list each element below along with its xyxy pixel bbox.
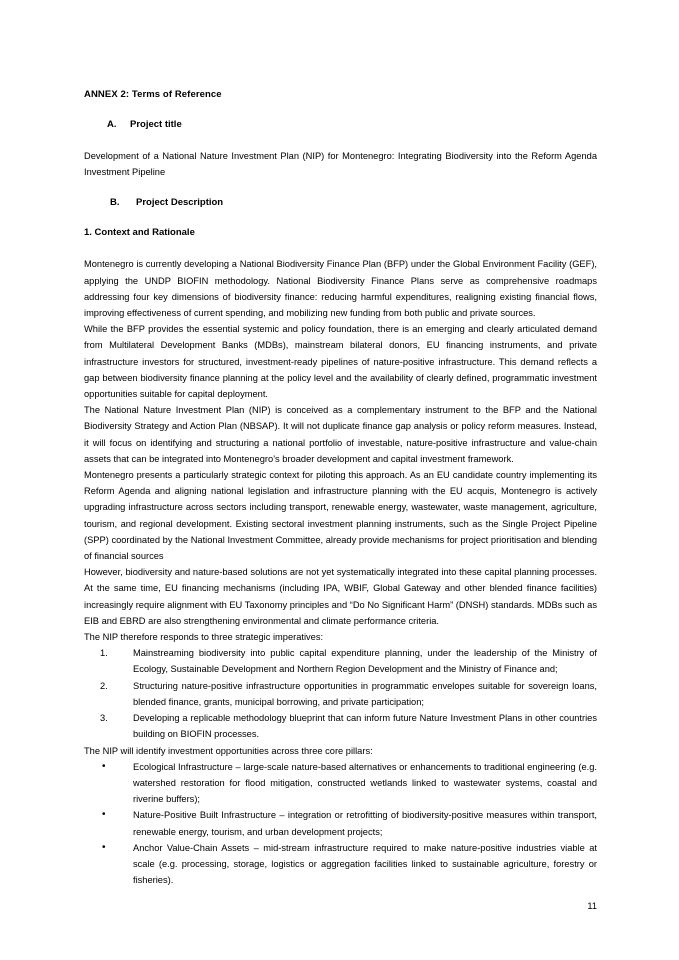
section-title-b: Project Description <box>136 197 224 209</box>
paragraph: Montenegro is currently developing a National Biodiversity Finance Plan (BFP) under the Global Environment Facility (GEF), applying the UNDP BIOFIN methodology. National Biodiversity Finance Plans serve as comprehensive roadmaps addressing four key dimensions of biodiversity finance: reducing harmful expenditures, realigning existing financial flows, improving effectiveness of current spending, and mobilizing new funding from both public and private sources. <box>84 259 597 319</box>
list-item-text: Nature-Positive Built Infrastructure – integration or retrofitting of biodiversity-positive measures within transport, renewable energy, tourism, and urban development projects; <box>133 810 597 837</box>
list-marker: 1. <box>100 648 108 659</box>
list-item <box>100 645 597 677</box>
list-item <box>100 840 597 889</box>
list-item-text: Structuring nature-positive infrastructure opportunities in programmatic envelopes suitable for sovereign loans, blended finance, grants, municipal borrowing, and private participation; <box>133 680 597 707</box>
section-letter-a: A. <box>107 119 117 130</box>
section-heading-b <box>84 196 597 210</box>
page-content <box>84 88 597 888</box>
strategic-imperatives-list <box>84 645 597 742</box>
annex-title: ANNEX 2: Terms of Reference <box>84 89 222 100</box>
list-item-text: Anchor Value-Chain Assets – mid-stream infrastructure required to make nature-positive industries viable at scale (e.g. processing, storage, logistics or aggregation facilities linked to sustainable agriculture, forestry or fisheries). <box>133 842 597 886</box>
list-marker: 2. <box>100 680 108 691</box>
page-number: 11 <box>587 901 597 911</box>
list-item <box>100 710 597 742</box>
list-item-text: Developing a replicable methodology blueprint that can inform future Nature Investment Plans in other countries building on BIOFIN processes. <box>133 713 597 740</box>
paragraph: The National Nature Investment Plan (NIP) is conceived as a complementary instrument to the BFP and the National Biodiversity Strategy and Action Plan (NBSAP). It will not duplicate finance gap analysis or policy reform measures. Instead, it will focus on identifying and structuring a national portfolio of investable, nature-positive infrastructure and value-chain assets that can be integrated into Montenegro’s broader development and capital investment framework. <box>84 405 597 464</box>
list-item <box>100 678 597 710</box>
paragraph: The NIP therefore responds to three strategic imperatives: <box>84 632 324 643</box>
list-marker: 3. <box>100 713 108 724</box>
core-pillars-list <box>84 759 597 889</box>
section-title-a: Project title <box>130 119 182 130</box>
list-item-text: Ecological Infrastructure – large-scale nature-based alternatives or enhancements to traditional engineering (e.g. watershed restoration for flood mitigation, constructed wetlands linked to wastewater systems, coastal and riverine buffers); <box>133 761 597 805</box>
section-heading-a <box>84 118 597 132</box>
list-item-text: Mainstreaming biodiversity into public capital expenditure planning, under the leadership of the Ministry of Ecology, Sustainable Development and Northern Region Development and the Ministry of Finance and; <box>133 648 597 675</box>
context-heading: 1. Context and Rationale <box>84 227 195 239</box>
bullet-icon: • <box>102 809 106 821</box>
bullet-icon: • <box>102 760 106 772</box>
bullet-icon: • <box>102 841 106 853</box>
pillars-intro: The NIP will identify investment opportunities across three core pillars: <box>84 745 373 756</box>
list-item <box>100 807 597 839</box>
paragraph: While the BFP provides the essential systemic and policy foundation, there is an emerging and clearly articulated demand from Multilateral Development Banks (MDBs), mainstream bilateral donors, EU financing instruments, and private infrastructure investors for structured, investment-ready pipelines of nature-positive infrastructure. This demand reflects a gap between biodiversity finance planning at the policy level and the availability of clearly defined, programmatic investment opportunities suitable for capital deployment. <box>84 324 597 400</box>
paragraph: However, biodiversity and nature-based solutions are not yet systematically integrated into these capital planning processes. At the same time, EU financing mechanisms (including IPA, WBIF, Global Gateway and other blended finance facilities) increasingly require alignment with EU Taxonomy principles and “Do No Significant Harm” (DNSH) standards. MDBs such as EIB and EBRD are also strengthening environmental and climate performance criteria. <box>84 567 597 626</box>
list-item <box>100 759 597 808</box>
project-title-paragraph: Development of a National Nature Investment Plan (NIP) for Montenegro: Integrating Biodiversity into the Reform Agenda Investment Pipeline <box>84 151 597 178</box>
body-paragraphs <box>84 256 597 645</box>
section-letter-b: B. <box>110 197 120 209</box>
paragraph: Montenegro presents a particularly strategic context for piloting this approach. As an EU candidate country implementing its Reform Agenda and aligning national legislation and infrastructure planning with the EU acquis, Montenegro is actively upgrading infrastructure across sectors including transport, renewable energy, wastewater, waste management, agriculture, tourism, and regional development. Existing sectoral investment planning instruments, such as the Single Project Pipeline (SPP) coordinated by the National Investment Committee, already provide mechanisms for project prioritisation and blending of financial sources <box>84 470 597 562</box>
